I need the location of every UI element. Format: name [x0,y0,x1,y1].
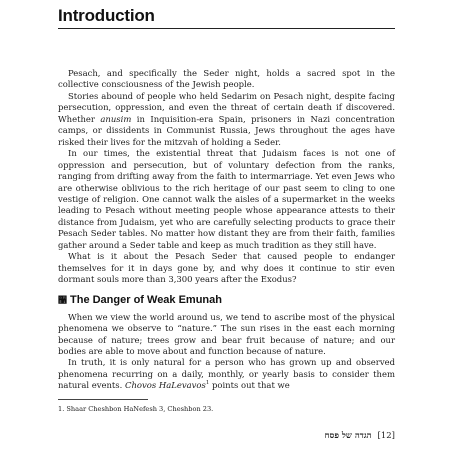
section-heading [58,293,395,309]
section-heading-text: The Danger of Weak Emunah [70,293,222,306]
body-text [58,68,395,392]
italic-term: Chovos HaLevavos [125,380,206,391]
text-run: Stories abound of people who held Sedarim on Pesach night, despite facing persecution, oppression, and even the threat of certain death if discovered. Whether [58,90,395,124]
text-run: In truth, it is only natural for a person who has grown up and observed phenomena recurring on a daily, monthly, or yearly basis to consider them natural events. [58,357,395,391]
chapter-title: Introduction [58,6,155,25]
book-title-hebrew: הגדה של פסח [324,431,372,441]
italic-term: anusim [100,113,132,124]
paragraph [58,91,395,148]
paragraph: When we view the world around us, we tend to ascribe most of the physical phenomena we observe to “nature.” The sun rises in the east each morning because of nature; trees grow and bear fruit because of nature; and our bodies are able to move about and function because of nature. [58,311,395,356]
footnote: 1. Shaar Cheshbon HaNefesh 3, Cheshbon 23. [58,405,214,413]
footnote-marker: 1 [205,380,210,387]
title-rule [58,28,395,29]
paragraph: In our times, the existential threat that Judaism faces is not one of oppression and persecution, but of voluntary defection from the ranks, ranging from drifting away from the faith to intermarriage. Yet even Jews who are otherwise oblivious to the rich heritage of our past seem to cling to one vestige of religion. One cannot walk the aisles of a supermarket in the weeks leading to Pesach without meeting people whose appearance attests to their distance from Judaism, yet who are carefully selecting products to grace their Pesach Seder tables. No matter how distant they are from their faith, families gather around a Seder table and keep as much tradition as they still have. [58,148,395,250]
footnote-rule [58,399,148,400]
text-run: points out that we [209,380,290,391]
ornament-icon: ઱ [58,295,67,306]
paragraph [58,357,395,391]
paragraph: What is it about the Pesach Seder that caused people to endanger themselves for it in days gone by, and why does it continue to stir even dormant souls more than 3,300 years after the Exodus? [58,251,395,285]
paragraph: Pesach, and specifically the Seder night, holds a sacred spot in the collective consciousness of the Jewish people. [58,68,395,90]
text-run: in Inquisition-era Spain, prisoners in Nazi concentration camps, or dissidents in Communist Russia, Jews throughout the ages have risked their lives for the mitzvah of holding a Seder. [58,113,395,147]
running-footer [324,430,395,441]
page-number: [12] [377,431,395,441]
